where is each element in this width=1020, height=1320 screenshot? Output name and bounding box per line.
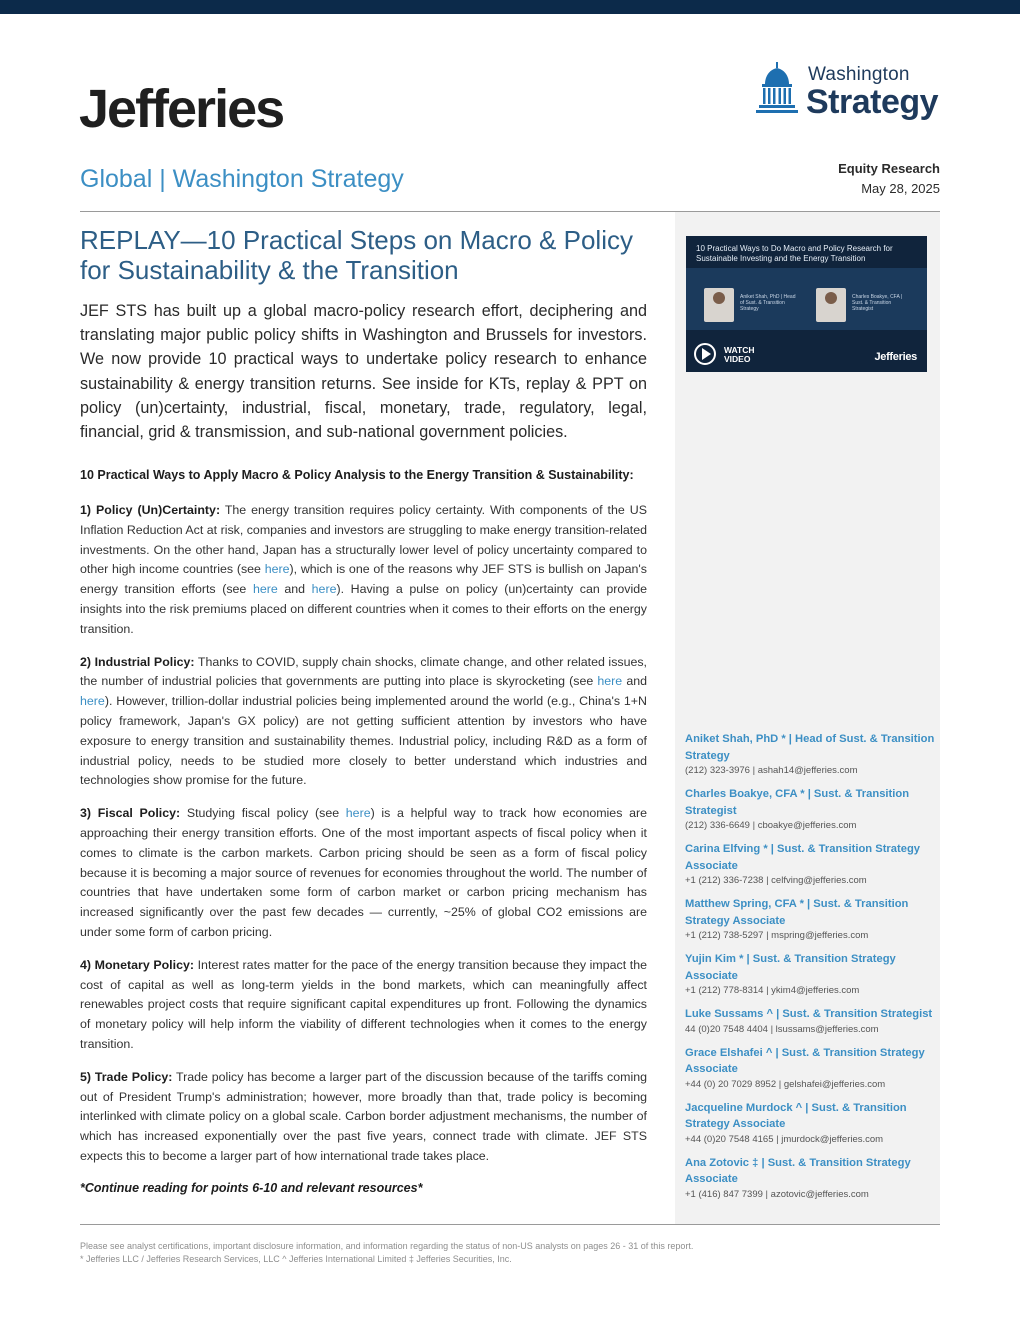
point-trade-policy: [80, 1068, 647, 1167]
speaker-photo: [704, 288, 734, 322]
analyst-contact: 44 (0)20 7548 4404 | lsussams@jefferies.com: [685, 1023, 879, 1035]
analyst-contact: (212) 323-3976 | ashah14@jefferies.com: [685, 765, 858, 776]
analyst-entry: [685, 951, 935, 998]
point-text: Interest rates matter for the pace of the energy transition because they impact the cost of capital as well as long-term yields in the bond markets, which can meaningfully affect renewables project costs that require significant capital expenditures up front. Following the dynamics of monetary policy will help inform the viability of different technologies when it comes to the energy transition.: [80, 957, 648, 1051]
analyst-entry: [685, 841, 935, 888]
logo-text-washington: Washington: [808, 64, 910, 85]
watch-video-label[interactable]: [724, 346, 755, 364]
speaker-caption: Charles Boakye, CFA | Sust. & Transition Strategist: [852, 294, 903, 312]
analyst-contact: +44 (0)20 7548 4165 | jmurdock@jefferies.com: [685, 1133, 884, 1145]
headline: REPLAY—10 Practical Steps on Macro & Policy for Sustainability & the Transition: [80, 225, 633, 285]
analyst-entry: [685, 1155, 935, 1202]
analyst-name: Grace Elshafei ^ | Sust. & Transition Strategy Associate: [685, 1046, 925, 1075]
point-fiscal-policy: [80, 804, 647, 943]
point-monetary-policy: [80, 956, 647, 1055]
here-link[interactable]: here: [311, 582, 337, 597]
point-text: Studying fiscal policy (see: [180, 806, 346, 821]
analyst-name: Carina Elfving * | Sust. & Transition Strategy Associate: [685, 843, 921, 872]
point-industrial-policy: [80, 653, 647, 792]
analyst-name: Matthew Spring, CFA * | Sust. & Transition Strategy Associate: [685, 898, 909, 927]
analyst-entry: [685, 896, 935, 943]
point-title: 1) Policy (Un)Certainty:: [80, 503, 221, 517]
point-title: 2) Industrial Policy:: [80, 654, 195, 669]
here-link[interactable]: here: [252, 582, 278, 597]
point-text: and: [622, 674, 648, 689]
analyst-name: Charles Boakye, CFA * | Sust. & Transition Strategist: [685, 788, 910, 817]
analyst-name: Ana Zotovic ‡ | Sust. & Transition Strategy Associate: [685, 1156, 911, 1185]
footer: [80, 1240, 940, 1266]
point-policy-uncertainty: [80, 501, 647, 640]
watch-label: WATCH: [724, 345, 755, 355]
play-icon[interactable]: [694, 343, 716, 365]
logo-text-strategy: Strategy: [806, 83, 939, 121]
analyst-name: Aniket Shah, PhD * | Head of Sust. & Transition Strategy: [685, 733, 935, 762]
doc-type: Equity Research: [838, 161, 940, 176]
analyst-name: Yujin Kim * | Sust. & Transition Strategy Associate: [685, 953, 896, 982]
entity-legend: * Jefferies LLC / Jefferies Research Services, LLC ^ Jefferies International Limited ‡ Jefferies Securities, Inc.: [80, 1254, 512, 1264]
section-title: Global | Washington Strategy: [80, 165, 404, 193]
point-title: 5) Trade Policy:: [80, 1069, 173, 1084]
summary-paragraph: JEF STS has built up a global macro-policy research effort, deciphering and translating major public policy shifts in Washington and Brussels for investors. We now provide 10 practical ways to undertake policy research to enhance sustainability & energy transition returns. See inside for KTs, replay & PPT on policy (un)certainty, industrial, fiscal, monetary, trade, regulatory, legal, financial, grid & transmission, and sub-national government policies.: [80, 302, 647, 442]
video-title: 10 Practical Ways to Do Macro and Policy Research for Sustainable Investing and the Energy Transition: [696, 244, 893, 263]
analyst-contact: +44 (0) 20 7029 8952 | gelshafei@jefferies.com: [685, 1078, 886, 1090]
top-bar: [0, 0, 1020, 14]
washington-strategy-logo: [756, 62, 946, 122]
continue-note: *Continue reading for points 6-10 and relevant resources*: [80, 1181, 423, 1195]
jefferies-logo: Jefferies: [79, 79, 284, 139]
capitol-dome-icon: [756, 62, 798, 118]
analyst-contact: (212) 336-6649 | cboakye@jefferies.com: [685, 820, 857, 831]
video-label: VIDEO: [724, 354, 751, 364]
analyst-name: Jacqueline Murdock ^ | Sust. & Transition Strategy Associate: [685, 1101, 907, 1130]
analyst-contact: +1 (212) 778-8314 | ykim4@jefferies.com: [685, 985, 860, 996]
point-text: The energy transition requires policy certainty. With components of the US Inflation Reduction Act at risk, companies and investors are struggling to make energy transition-related investments. On the other hand, Japan has a structurally lower level of policy uncertainty compared to other high income countries (see: [80, 503, 647, 577]
point-text: ). However, trillion-dollar industrial policies being implemented around the world (e.g., China's 1+N policy framework, Japan's GX policy) are not getting sufficient attention by investors who have exposure to energy transition and sustainability themes. Industrial policy, including R&D as a form of industrial policy, needs to be studied more closely to better understand which industries and technologies show promise for the future.: [80, 694, 647, 788]
list-heading: 10 Practical Ways to Apply Macro & Policy Analysis to the Energy Transition & Sustainability:: [80, 468, 634, 482]
point-title: 4) Monetary Policy:: [80, 957, 194, 972]
analyst-entry: [685, 1006, 935, 1037]
analyst-entry: [685, 1045, 935, 1092]
speaker-caption: Aniket Shah, PhD | Head of Sust. & Transition Strategy: [740, 294, 796, 312]
analyst-contact: +1 (212) 336-7238 | celfving@jefferies.com: [685, 875, 867, 886]
point-text: Thanks to COVID, supply chain shocks, climate change, and other related issues, the number of industrial policies that governments are putting into place is skyrocketing (see: [80, 654, 648, 689]
doc-date: May 28, 2025: [861, 181, 940, 196]
doc-meta: [838, 159, 940, 199]
analyst-contact: +1 (416) 847 7399 | azotovic@jefferies.com: [685, 1188, 869, 1200]
here-link[interactable]: here: [345, 806, 371, 821]
point-text: ) is a helpful way to track how economies are approaching their energy transition efforts. One of the most important aspects of fiscal policy when it comes to climate is the carbon markets. Carbon pricing should be seen as a form of fiscal policy because it is becoming a major source of revenues for economies throughout the world. The number of countries that have undertaken some form of carbon market or carbon pricing mechanism has increased significantly over the past few decades — currently, ~25% of global CO2 emissions are under some form of carbon pricing.: [80, 806, 647, 939]
speaker-photo: [816, 288, 846, 322]
footer-divider: [80, 1224, 940, 1225]
analyst-entry: [685, 1100, 935, 1147]
disclosure-note: Please see analyst certifications, important disclosure information, and information regarding the status of non-US analysts on pages 26 - 31 of this report.: [80, 1241, 694, 1251]
point-text: ), which is one of the reasons why JEF STS is bullish on Japan's energy transition efforts (see: [80, 562, 647, 597]
analyst-list: [685, 731, 935, 1210]
here-link[interactable]: here: [264, 562, 290, 577]
video-thumbnail[interactable]: [686, 236, 927, 372]
point-text: Trade policy has become a larger part of the discussion because of the tariffs coming out of President Trump's administration; however, more broadly than that, trade policy is becoming interlinked with climate policy on a global scale. Carbon border adjustment mechanisms, the number of which has increased exponentially over the past five years, connect trade with climate. JEF STS expects this to become a larger part of how international trade takes place.: [80, 1069, 647, 1163]
points-list: [80, 501, 647, 1180]
video-brand: Jefferies: [874, 351, 917, 363]
point-text: ). Having a pulse on policy (un)certainty can provide insights into the risk premiums placed on different countries when it comes to their efforts on the energy transition.: [80, 582, 647, 636]
analyst-name: Luke Sussams ^ | Sust. & Transition Strategist: [685, 1008, 933, 1020]
analyst-contact: +1 (212) 738-5297 | mspring@jefferies.com: [685, 930, 869, 941]
here-link[interactable]: here: [597, 674, 623, 689]
point-title: 3) Fiscal Policy:: [80, 806, 181, 821]
analyst-entry: [685, 731, 935, 778]
here-link[interactable]: here: [80, 694, 105, 709]
analyst-entry: [685, 786, 935, 833]
point-text: and: [277, 582, 312, 597]
